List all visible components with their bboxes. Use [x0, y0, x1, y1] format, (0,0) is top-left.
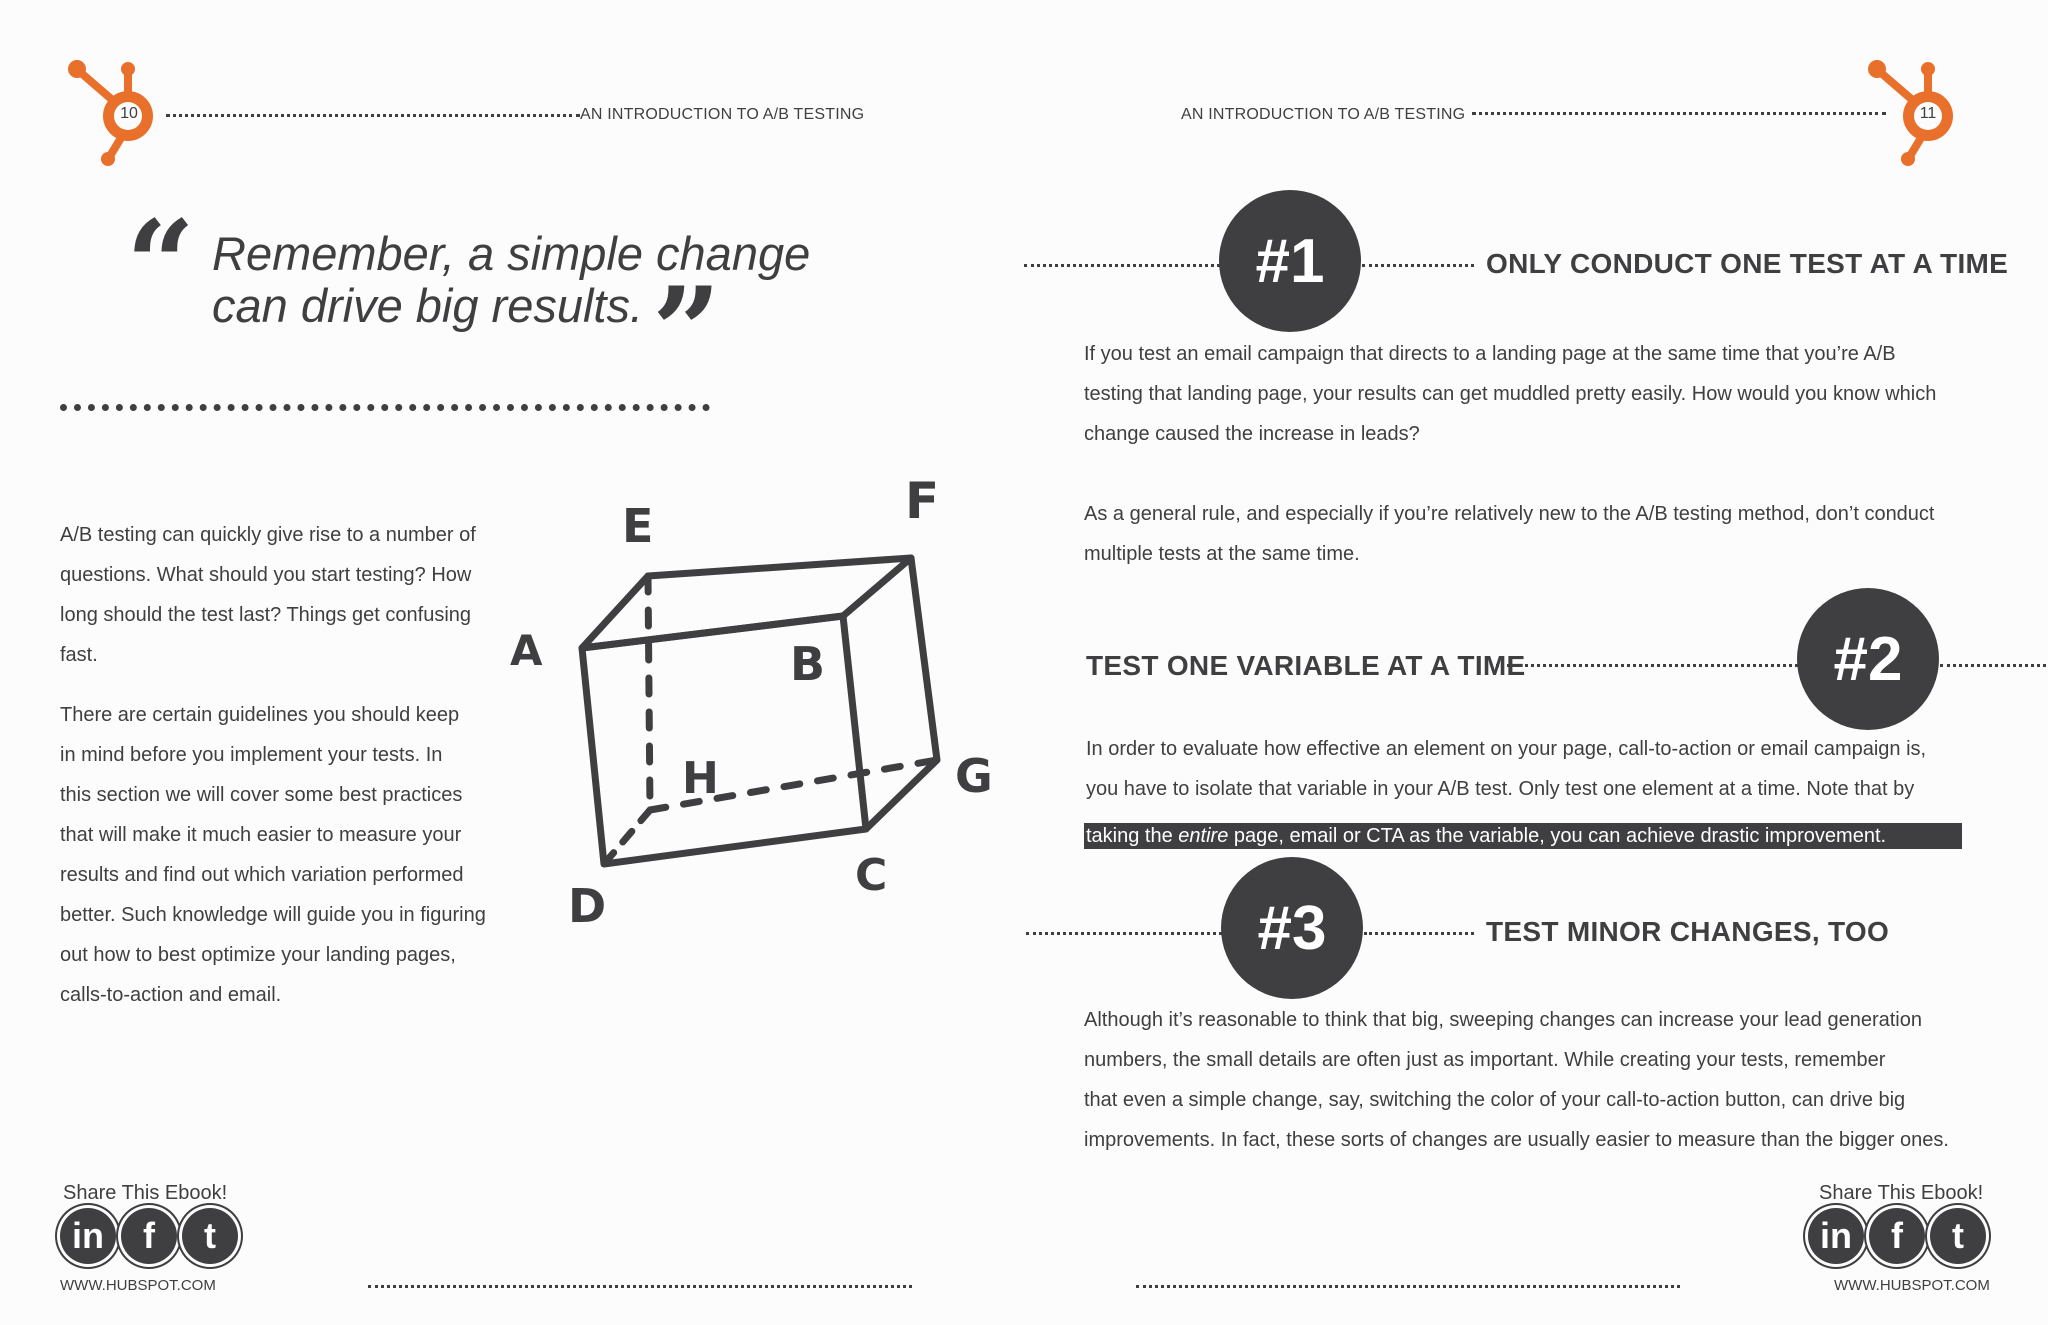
footer-url-link[interactable]: WWW.HUBSPOT.COM	[1834, 1277, 1990, 1294]
tip-number-badge: #3	[1221, 857, 1363, 999]
tip-paragraph	[1084, 1000, 1984, 1160]
open-quote-mark: “	[126, 194, 196, 335]
header-rule	[166, 114, 580, 117]
cube-label-d: D	[568, 879, 607, 933]
linkedin-icon: in	[72, 1215, 104, 1256]
text-line: questions. What should you start testing? How	[60, 564, 472, 586]
text-line: better. Such knowledge will guide you in figuring	[60, 904, 486, 926]
cube-label-e: E	[622, 499, 654, 553]
twitter-icon: t	[1952, 1215, 1964, 1256]
intro-paragraph	[60, 515, 510, 675]
twitter-icon: t	[204, 1215, 216, 1256]
share-label: Share This Ebook!	[63, 1182, 228, 1204]
text-line: multiple tests at the same time.	[1084, 543, 1360, 565]
text-line: improvements. In fact, these sorts of changes are usually easier to measure than the bigger ones.	[1084, 1129, 1949, 1151]
text-line: in mind before you implement your tests. In	[60, 744, 443, 766]
text-line: change caused the increase in leads?	[1084, 423, 1420, 445]
tip-number-badge: #1	[1219, 190, 1361, 332]
text-line: that even a simple change, say, switching the color of your call-to-action button, can drive big	[1084, 1089, 1906, 1111]
text-line: A/B testing can quickly give rise to a number of	[60, 524, 476, 546]
text-line: numbers, the small details are often just as important. While creating your tests, remember	[1084, 1049, 1886, 1071]
highlighted-line: taking the entire page, email or CTA as the variable, you can achieve drastic improvement.	[1086, 816, 1986, 856]
tip-rule	[1496, 664, 1798, 667]
quote-line: Remember, a simple change	[212, 227, 811, 280]
text-line: testing that landing page, your results can get muddled pretty easily. How would you know which	[1084, 383, 1937, 405]
linkedin-share-button[interactable]	[1808, 1208, 1864, 1264]
quote-divider	[60, 404, 710, 411]
cube-sketch-illustration	[500, 470, 1020, 950]
tip-paragraph	[1086, 729, 1986, 856]
page-number: 11	[1919, 105, 1937, 122]
tip-rule	[1362, 264, 1474, 267]
text-line: you have to isolate that variable in your A/B test. Only test one element at a time. Note that by	[1086, 778, 1915, 800]
cube-label-f: F	[905, 472, 940, 530]
tip-rule	[1026, 932, 1222, 935]
cube-label-h: H	[682, 753, 719, 804]
facebook-share-button[interactable]	[121, 1208, 177, 1264]
tip-heading: TEST MINOR CHANGES, TOO	[1486, 916, 1890, 947]
text-line: results and find out which variation performed	[60, 864, 464, 886]
facebook-icon: f	[143, 1215, 155, 1256]
tip-rule	[1364, 932, 1474, 935]
tip-rule	[1940, 664, 2046, 667]
text-line: As a general rule, and especially if you’re relatively new to the A/B testing method, don’t conduct	[1084, 503, 1935, 525]
cube-label-b: B	[790, 637, 826, 691]
text-line: long should the test last? Things get confusing	[60, 604, 472, 626]
text-line: Although it’s reasonable to think that big, sweeping changes can increase your lead generation	[1084, 1009, 1922, 1031]
twitter-share-button[interactable]	[1930, 1208, 1986, 1264]
tip-paragraph	[1084, 334, 1984, 454]
cube-label-a: A	[510, 626, 543, 675]
tip-number-badge: #2	[1797, 588, 1939, 730]
linkedin-icon: in	[1820, 1215, 1852, 1256]
facebook-share-button[interactable]	[1869, 1208, 1925, 1264]
text-line: There are certain guidelines you should keep	[60, 704, 460, 726]
close-quote-mark: ”	[652, 261, 722, 402]
tip-heading: TEST ONE VARIABLE AT A TIME	[1086, 650, 1526, 681]
tip-paragraph	[1084, 494, 1984, 574]
hubspot-sprocket-logo	[62, 58, 162, 168]
tip-heading: ONLY CONDUCT ONE TEST AT A TIME	[1486, 248, 2009, 279]
pull-quote	[212, 228, 852, 332]
quote-line: can drive big results.	[212, 279, 644, 332]
text-line: If you test an email campaign that directs to a landing page at the same time that you’re A/B	[1084, 343, 1896, 365]
text-line: that will make it much easier to measure your	[60, 824, 462, 846]
page-header: AN INTRODUCTION TO A/B TESTING	[1181, 106, 1466, 123]
body-paragraph	[60, 695, 510, 1015]
text-line: out how to best optimize your landing pages,	[60, 944, 456, 966]
page-header: AN INTRODUCTION TO A/B TESTING	[580, 106, 865, 123]
text-line: this section we will cover some best practices	[60, 784, 463, 806]
cube-label-g: G	[955, 749, 993, 803]
facebook-icon: f	[1891, 1215, 1903, 1256]
page-number: 10	[120, 105, 138, 122]
share-label: Share This Ebook!	[1819, 1182, 1984, 1204]
text-line: In order to evaluate how effective an element on your page, call-to-action or email campaign is,	[1086, 738, 1927, 760]
twitter-share-button[interactable]	[182, 1208, 238, 1264]
footer-rule	[1136, 1285, 1680, 1288]
text-line: fast.	[60, 644, 98, 666]
cube-label-c: C	[855, 850, 888, 901]
text-line: calls-to-action and email.	[60, 984, 282, 1006]
header-rule	[1472, 112, 1886, 115]
footer-url-link[interactable]: WWW.HUBSPOT.COM	[60, 1277, 216, 1294]
footer-rule	[368, 1285, 912, 1288]
tip-rule	[1024, 264, 1220, 267]
linkedin-share-button[interactable]	[60, 1208, 116, 1264]
